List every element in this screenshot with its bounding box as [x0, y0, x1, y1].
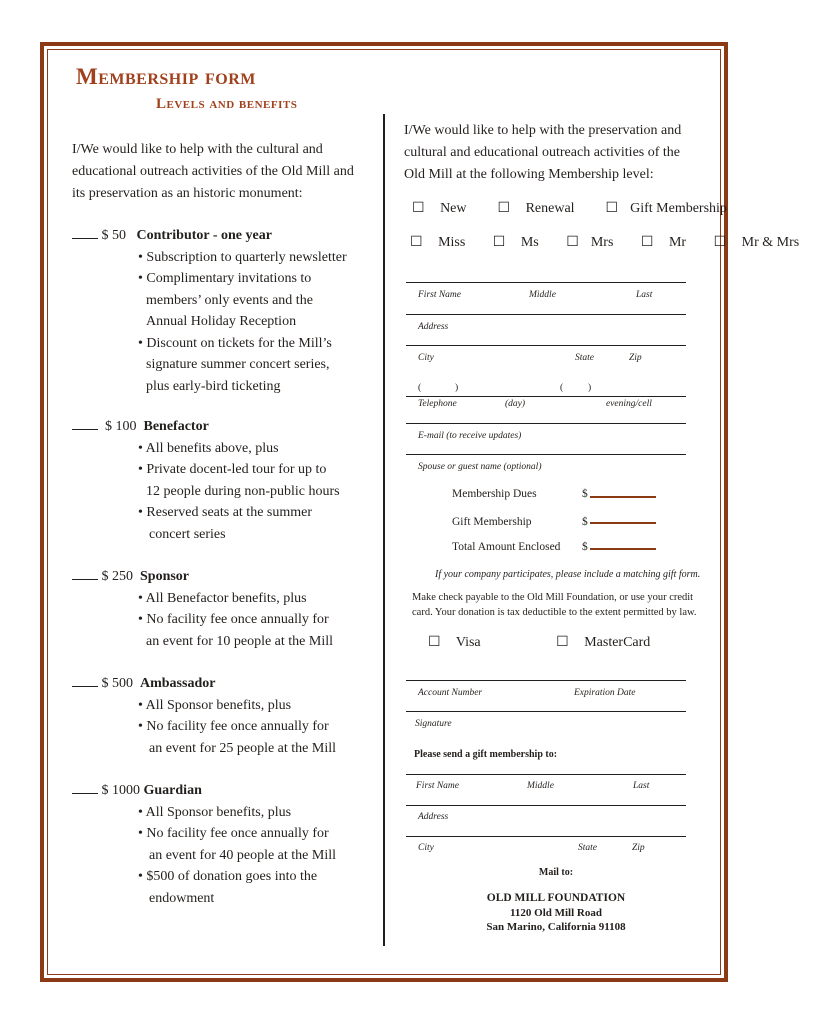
option-visa[interactable]	[428, 635, 493, 650]
benefit-line: 12 people during non-public hours	[146, 483, 340, 499]
option-gift-membership[interactable]	[606, 201, 739, 216]
city-input-line[interactable]	[406, 345, 686, 346]
option-ms[interactable]	[493, 235, 551, 250]
option-mastercard[interactable]	[556, 635, 662, 650]
zip-label: Zip	[629, 353, 642, 363]
area-code-close-evening: )	[588, 383, 592, 393]
benefit-line: • All Sponsor benefits, plus	[138, 804, 292, 820]
mail-to-label: Mail to:	[538, 867, 574, 878]
gift-city-label: City	[418, 843, 434, 853]
option-mr[interactable]	[641, 235, 698, 250]
benefit-line: • All Benefactor benefits, plus	[138, 590, 307, 606]
option-renewal[interactable]	[498, 201, 587, 216]
payment-instructions: Make check payable to the Old Mill Foundation, or use your credit card. Your donation is tax deductible to the extent permitted by law.	[412, 592, 697, 618]
address-input-line[interactable]	[406, 314, 686, 315]
signature-label: Signature	[415, 719, 452, 729]
spouse-input-line[interactable]	[406, 454, 686, 455]
benefit-line: plus early-bird ticketing	[146, 378, 281, 394]
option-miss[interactable]	[410, 235, 477, 250]
benefit-line: • Subscription to quarterly newsletter	[138, 249, 347, 265]
first-name-label: First Name	[418, 290, 462, 300]
card-type-row	[428, 634, 674, 651]
expiration-date-label: Expiration Date	[574, 688, 636, 698]
level-name: Sponsor	[140, 569, 190, 584]
checkbox-icon: ☐	[640, 235, 654, 250]
salutation-row	[410, 234, 823, 251]
level-name: Ambassador	[140, 676, 216, 691]
gift-first-name-label: First Name	[416, 781, 460, 791]
gift-middle-name-label: Middle	[527, 781, 554, 791]
level-checkbox-line[interactable]	[72, 429, 98, 430]
name-input-line[interactable]	[406, 282, 686, 283]
benefit-line: • All benefits above, plus	[138, 440, 279, 456]
gift-city-input-line[interactable]	[406, 836, 686, 837]
organization-name: OLD MILL FOUNDATION	[486, 892, 626, 904]
option-label: MasterCard	[584, 635, 651, 650]
area-code-open-day: (	[418, 383, 422, 393]
last-name-label: Last	[636, 290, 653, 300]
option-label: Gift Membership	[630, 201, 727, 216]
matching-gift-note: If your company participates, please include a matching gift form.	[435, 569, 701, 580]
city-state-zip: San Marino, California 91108	[486, 921, 626, 933]
level-ambassador	[72, 673, 336, 759]
form-subtitle: Levels and benefits	[156, 96, 298, 112]
level-contributor	[72, 225, 347, 397]
option-label: Mr	[668, 235, 687, 250]
checkbox-icon: ☐	[492, 235, 506, 250]
form-title: Membership form	[76, 64, 256, 89]
benefit-line: members’ only events and the	[146, 292, 313, 308]
level-amount: $ 1000	[101, 783, 140, 798]
left-intro-text: I/We would like to help with the cultural and educational outreach activities of the Old Mill and its preservation as an historic monument:	[72, 142, 354, 201]
benefit-line: • $500 of donation goes into the	[138, 869, 318, 884]
option-mrs[interactable]	[566, 235, 625, 250]
option-label: Mrs	[590, 235, 614, 250]
total-amount-label: Total Amount Enclosed	[452, 541, 561, 553]
account-input-line[interactable]	[406, 680, 686, 681]
column-divider	[383, 114, 385, 946]
gift-membership-label: Gift Membership	[452, 516, 532, 528]
benefit-line: • No facility fee once annually for	[138, 719, 329, 734]
benefit-line: • No facility fee once annually for	[138, 826, 329, 841]
street-address: 1120 Old Mill Road	[510, 907, 602, 919]
gift-state-label: State	[578, 843, 597, 853]
level-guardian	[72, 780, 336, 909]
checkbox-icon: ☐	[410, 235, 423, 250]
level-checkbox-line[interactable]	[72, 238, 98, 239]
level-name: Guardian	[143, 783, 202, 798]
checkbox-icon: ☐	[713, 235, 727, 250]
benefit-line: • All Sponsor benefits, plus	[138, 697, 292, 713]
benefit-line: • Private docent-led tour for up to	[138, 462, 327, 477]
benefit-line: an event for 10 people at the Mill	[146, 633, 333, 649]
benefit-line: • Discount on tickets for the Mill’s	[138, 335, 332, 351]
option-label: Visa	[455, 635, 481, 650]
email-input-line[interactable]	[406, 423, 686, 424]
option-label: Mr & Mrs	[741, 235, 800, 250]
benefit-line: • No facility fee once annually for	[138, 612, 329, 627]
total-amount-input[interactable]	[590, 548, 656, 550]
dollar-sign: $	[582, 541, 588, 553]
option-new[interactable]	[412, 201, 479, 216]
benefit-line: • Complimentary invitations to	[138, 271, 312, 286]
membership-dues-label: Membership Dues	[452, 488, 537, 500]
evening-phone-label: evening/cell	[606, 399, 652, 409]
level-sponsor	[72, 566, 333, 652]
right-intro-text: I/We would like to help with the preservation and cultural and educational outreach activities of the Old Mill at the following Membership level:	[404, 123, 682, 182]
address-label: Address	[418, 322, 449, 332]
spouse-label: Spouse or guest name (optional)	[418, 462, 542, 472]
telephone-input-line[interactable]	[406, 396, 686, 397]
gift-membership-heading: Please send a gift membership to:	[414, 749, 558, 760]
level-amount: $ 500	[101, 676, 133, 691]
signature-input-line[interactable]	[406, 711, 686, 712]
benefit-line: signature summer concert series,	[146, 357, 330, 372]
gift-name-input-line[interactable]	[406, 774, 686, 775]
option-label: Renewal	[525, 201, 575, 216]
benefit-line: concert series	[149, 526, 226, 542]
level-name: Benefactor	[143, 419, 209, 434]
level-amount: $ 100	[105, 419, 137, 434]
benefit-line: endowment	[149, 890, 215, 906]
checkbox-icon: ☐	[566, 235, 579, 250]
state-label: State	[575, 353, 594, 363]
city-label: City	[418, 353, 434, 363]
level-name: Contributor - one year	[136, 228, 272, 243]
checkbox-icon: ☐	[556, 635, 569, 650]
gift-membership-input[interactable]	[590, 522, 656, 524]
level-benefactor	[72, 416, 340, 545]
area-code-open-evening: (	[560, 383, 564, 393]
option-label: Miss	[438, 235, 466, 250]
area-code-close-day: )	[455, 383, 459, 393]
gift-last-name-label: Last	[633, 781, 650, 791]
account-number-label: Account Number	[418, 688, 483, 698]
email-label: E-mail (to receive updates)	[418, 431, 522, 441]
membership-type-row	[412, 200, 751, 217]
level-checkbox-line[interactable]	[72, 686, 98, 687]
benefit-line: Annual Holiday Reception	[146, 314, 297, 329]
checkbox-icon: ☐	[497, 201, 511, 216]
level-amount: $ 50	[101, 228, 126, 243]
gift-address-label: Address	[418, 812, 449, 822]
gift-address-input-line[interactable]	[406, 805, 686, 806]
benefit-line: • Reserved seats at the summer	[138, 505, 313, 520]
dollar-sign: $	[582, 516, 588, 528]
day-phone-label: (day)	[505, 399, 526, 409]
level-checkbox-line[interactable]	[72, 793, 98, 794]
level-checkbox-line[interactable]	[72, 579, 98, 580]
gift-zip-label: Zip	[632, 843, 645, 853]
membership-dues-input[interactable]	[590, 496, 656, 498]
checkbox-icon: ☐	[428, 635, 441, 650]
benefit-line: an event for 25 people at the Mill	[149, 740, 336, 756]
dollar-sign: $	[582, 488, 588, 500]
checkbox-icon: ☐	[412, 201, 425, 216]
option-label: New	[440, 201, 467, 216]
checkbox-icon: ☐	[605, 201, 619, 216]
option-mr-mrs[interactable]	[714, 235, 812, 250]
benefit-line: an event for 40 people at the Mill	[149, 847, 336, 863]
option-label: Ms	[520, 235, 539, 250]
level-amount: $ 250	[101, 569, 133, 584]
telephone-label: Telephone	[418, 399, 457, 409]
middle-name-label: Middle	[529, 290, 556, 300]
